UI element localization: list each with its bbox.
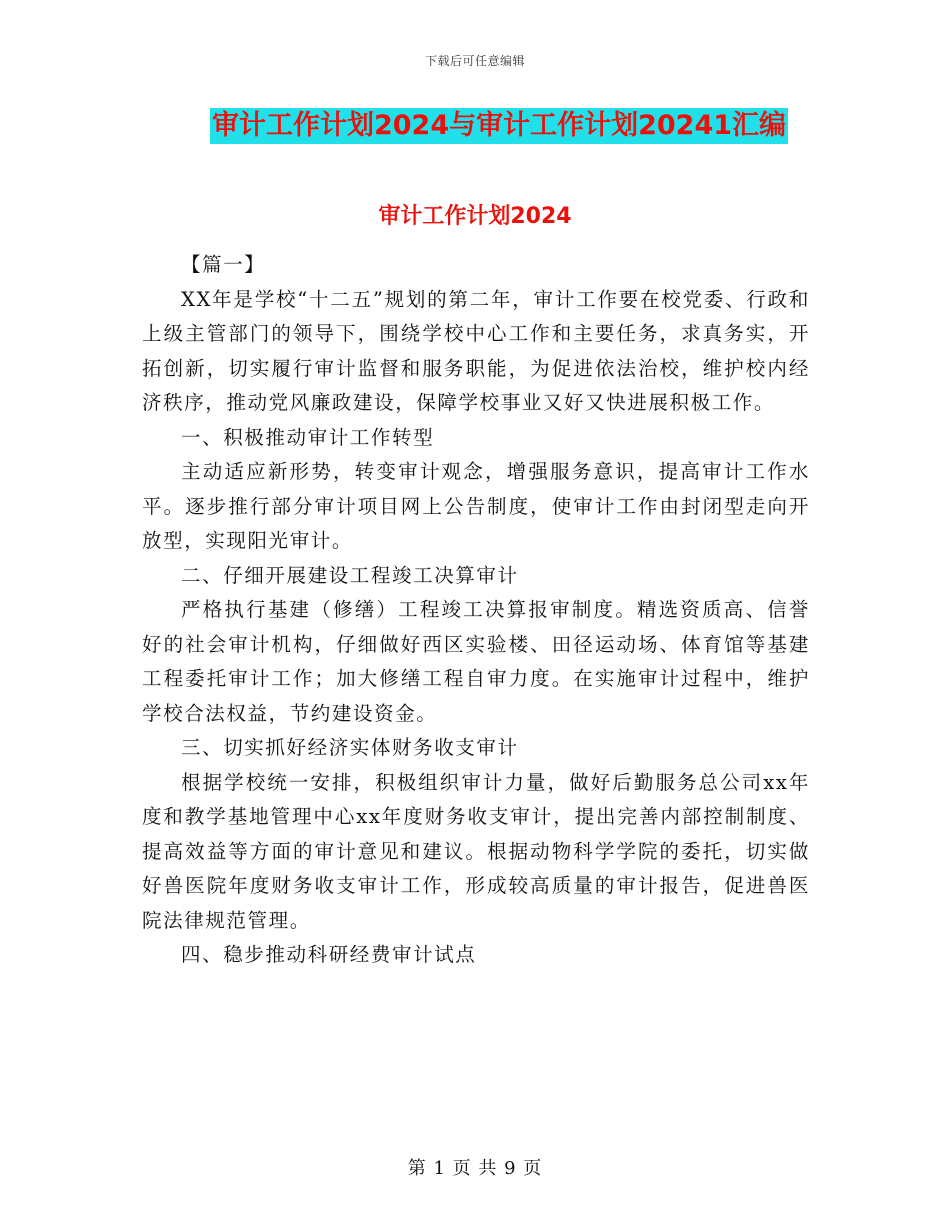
header-note: 下载后可任意编辑 bbox=[424, 54, 525, 68]
sub-title: 审计工作计划2024 bbox=[378, 204, 572, 229]
paragraph-3: 根据学校统一安排，积极组织审计力量，做好后勤服务总公司xx年度和教学基地管理中心xx年度财务收支审计，提出完善内部控制制度、提高效益等方面的审计意见和建议。根据动物科学学院的委托，切实做好兽医院年度财务收支审计工作，形成较高质量的审计报告，促进兽医院法律规范管理。 bbox=[142, 770, 810, 932]
section-heading-2: 二、仔细开展建设工程竣工决算审计 bbox=[181, 563, 519, 587]
main-title-wrap bbox=[0, 108, 950, 144]
page-number: 第 1 页 共 9 页 bbox=[407, 1158, 543, 1179]
paragraph-1: 主动适应新形势，转变审计观念，增强服务意识，提高审计工作水平。逐步推行部分审计项目网上公告制度，使审计工作由封闭型走向开放型，实现阳光审计。 bbox=[142, 460, 810, 552]
paragraph-2: 严格执行基建（修缮）工程竣工决算报审制度。精选资质高、信誉好的社会审计机构，仔细做好西区实验楼、田径运动场、体育馆等基建工程委托审计工作；加大修缮工程自审力度。在实施审计过程中，维护学校合法权益，节约建设资金。 bbox=[142, 598, 810, 725]
document-body bbox=[142, 248, 810, 973]
section-heading-3: 三、切实抓好经济实体财务收支审计 bbox=[181, 736, 519, 759]
section-heading-1: 一、积极推动审计工作转型 bbox=[181, 425, 435, 449]
section-heading-4: 四、稳步推动科研经费审计试点 bbox=[181, 943, 477, 966]
section-marker: 【篇一】 bbox=[181, 253, 266, 276]
main-title: 审计工作计划2024与审计工作计划20241汇编 bbox=[210, 108, 788, 144]
paragraph-intro: XX年是学校“十二五”规划的第二年，审计工作要在校党委、行政和上级主管部门的领导下，围绕学校中心工作和主要任务，求真务实，开拓创新，切实履行审计监督和服务职能，为促进依法治校，维护校内经济秩序，推动党风廉政建设，保障学校事业又好又快进展积极工作。 bbox=[142, 287, 810, 414]
